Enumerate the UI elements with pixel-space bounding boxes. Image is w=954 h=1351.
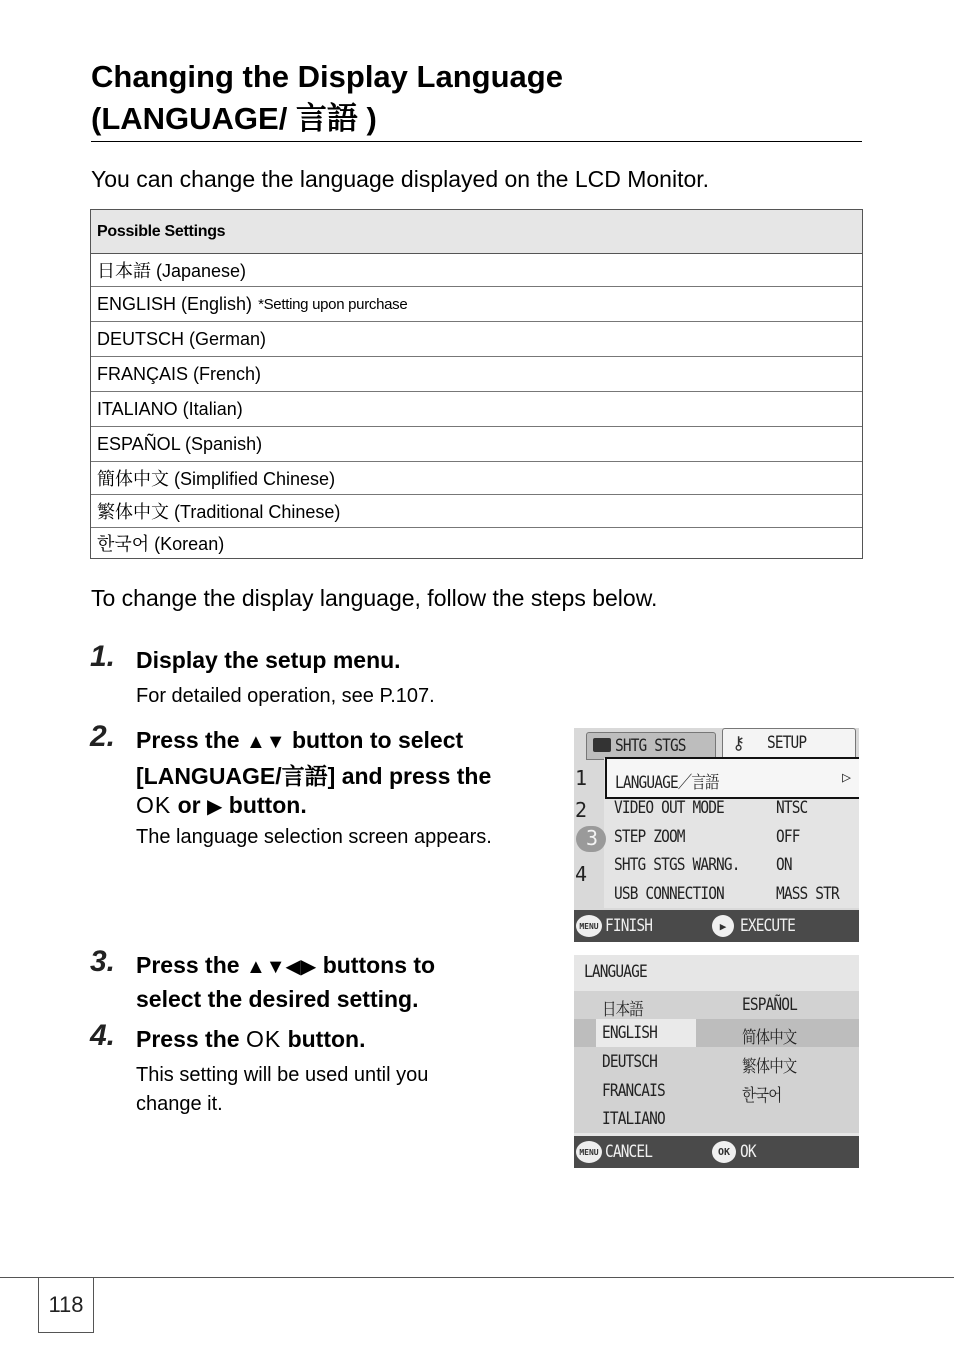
language-option: ENGLISH [602,1023,657,1043]
ok-icon: OK [712,1141,736,1163]
setting-label: 繁体中文 (Traditional Chinese) [97,502,341,522]
menu-number-3: 3 [586,826,599,850]
setting-label: 日本語 (Japanese) [97,261,247,281]
settings-row [91,392,862,427]
language-option: DEUTSCH [602,1052,657,1072]
setting-note: *Setting upon purchase [258,295,408,313]
title-line-2: (LANGUAGE/ 言語 ) [91,101,377,136]
language-option: ESPAÑOL [742,995,797,1015]
menu-footer: MENU FINISH ▶ EXECUTE [574,910,859,942]
settings-row [91,462,862,495]
settings-row [91,322,862,357]
tab-shooting-settings: SHTG STGS [586,732,716,760]
menu-value-shtg-warning: ON [776,855,792,875]
setting-label: 簡体中文 (Simplified Chinese) [97,469,336,489]
menu-number-4: 4 [575,862,588,886]
settings-row [91,427,862,462]
menu-item-shtg-warning: SHTG STGS WARNG. [614,855,740,875]
language-option: 한국어 [742,1086,782,1106]
setting-label: 한국어 (Korean) [97,534,225,554]
step-4-number: 4. [90,1019,116,1052]
settings-row [91,495,862,528]
menu-item-step-zoom: STEP ZOOM [614,827,685,847]
settings-table [90,209,863,559]
intro-text: You can change the language displayed on the LCD Monitor. [91,166,710,192]
camera-icon [593,738,611,752]
menu-item-usb: USB CONNECTION [614,884,724,904]
setting-label: ESPAÑOL (Spanish) [97,433,263,454]
menu-value-video-out: NTSC [776,798,808,818]
setting-label: ENGLISH (English) [97,293,253,314]
step-2-number: 2. [90,720,116,753]
step-4-title: Press the OK button. [136,1026,366,1052]
ok-button-glyph: OK [245,1026,282,1052]
settings-row [91,287,862,322]
settings-table-header: Possible Settings [91,210,862,254]
menu-value-step-zoom: OFF [776,827,800,847]
wrench-icon: ⚷ [732,733,746,754]
step-3-number: 3. [90,945,116,978]
setting-label: FRANÇAIS (French) [97,363,262,384]
setting-label: DEUTSCH (German) [97,328,267,349]
language-option: ITALIANO [602,1109,665,1129]
title-divider [91,141,862,142]
steps-intro-text: To change the display language, follow the steps below. [91,585,658,611]
tab-setup: ⚷ SETUP [722,728,856,760]
menu-item-video-out: VIDEO OUT MODE [614,798,724,818]
step-2-title: Press the ▲▼ button to select [LANGUAGE/言語] and press the OK or ▶ button. [136,724,556,823]
settings-row [91,528,862,558]
step-1-body: For detailed operation, see P.107. [136,685,435,707]
step-2-body: The language selection screen appears. [136,826,492,848]
menu-icon: MENU [576,1141,602,1163]
right-arrow-icon: ▶ [712,915,734,937]
menu-icon: MENU [576,915,602,937]
setting-label: ITALIANO (Italian) [97,398,243,419]
menu-number-2: 2 [575,798,588,822]
step-4-body: This setting will be used until you change it. [136,1064,429,1115]
menu-number-1: 1 [575,766,588,790]
footer-divider [0,1277,954,1278]
language-footer: MENU CANCEL OK OK [574,1136,859,1168]
ok-button-glyph: OK [136,792,172,818]
step-3-title: Press the ▲▼◀▶ buttons to select the desired setting. [136,952,436,1012]
title-line-1: Changing the Display Language [91,59,563,94]
menu-value-usb: MASS STR [776,884,839,904]
settings-row [91,357,862,392]
submenu-arrow-icon: ▷ [841,768,851,786]
up-down-arrow-icon: ▲▼ [245,731,286,753]
step-1-number: 1. [90,640,116,673]
language-screen-title: LANGUAGE [584,962,647,982]
language-option: FRANCAIS [602,1081,665,1101]
page-title [91,56,861,140]
language-screen-screenshot [574,955,859,1168]
language-option: 简体中文 [742,1028,797,1048]
four-way-arrow-icon: ▲▼◀▶ [245,956,317,978]
language-option: 日本語 [602,1000,643,1020]
language-option: 繁体中文 [742,1057,797,1077]
settings-row [91,254,862,287]
menu-item-language: LANGUAGE／言語 ▷ [605,757,859,799]
setup-menu-screenshot [574,728,859,942]
page-number: 118 [38,1278,94,1333]
step-1-title: Display the setup menu. [136,647,401,673]
right-arrow-icon: ▶ [207,796,223,818]
